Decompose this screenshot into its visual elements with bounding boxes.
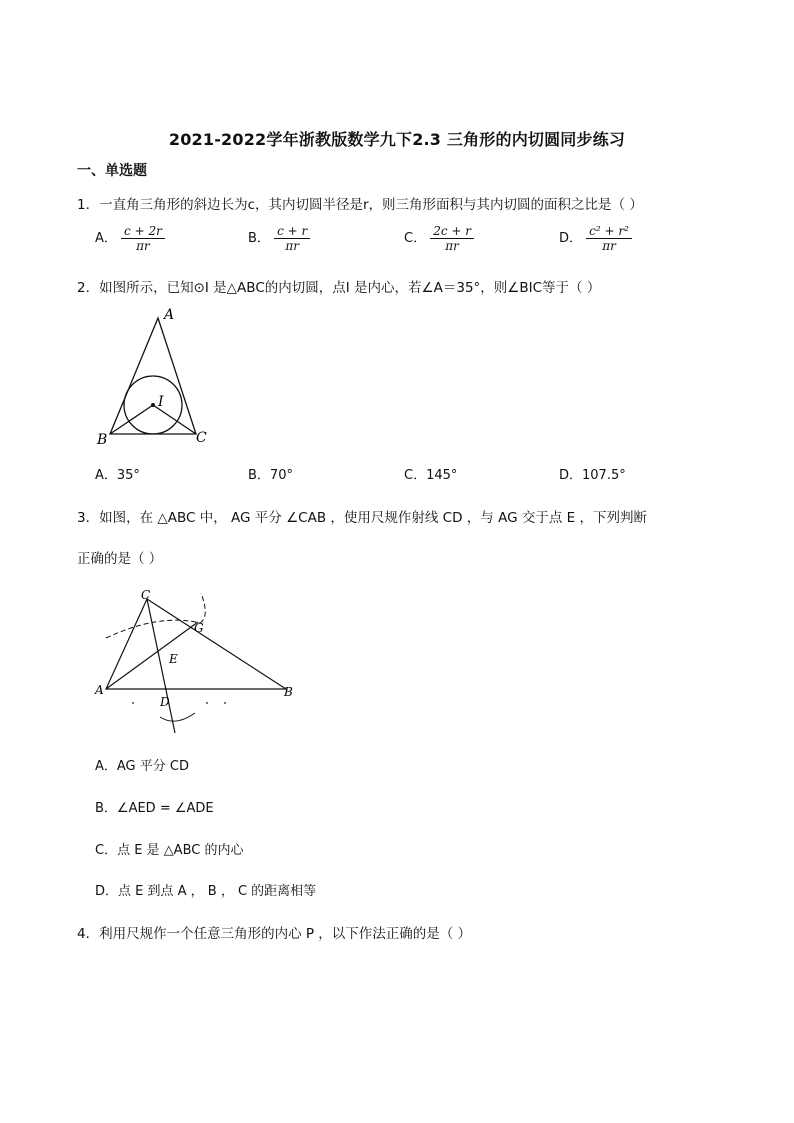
question-3-text-line2: 正确的是（ ） — [77, 551, 163, 567]
label-b: B — [97, 432, 108, 448]
fraction-numerator: c + 2r — [121, 224, 165, 239]
q3-option-a[interactable]: A．AG 平分 CD — [95, 759, 189, 774]
option-label: D． — [559, 231, 583, 246]
q2-option-a[interactable]: A．35° — [95, 468, 140, 483]
fraction-denominator: πr — [445, 239, 459, 253]
q2-option-b[interactable]: B．70° — [248, 468, 293, 483]
label-i: I — [158, 394, 164, 410]
fraction-numerator: 2c + r — [430, 224, 474, 239]
q3-option-b[interactable]: B．∠AED = ∠ADE — [95, 801, 214, 816]
question-2-text: 2．如图所示，已知⊙I 是△ABC的内切圆，点I 是内心，若∠A＝35°，则∠BIC等于（ ） — [77, 280, 601, 296]
q2-option-c[interactable]: C．145° — [404, 468, 458, 483]
option-label: A． — [95, 231, 117, 246]
bisector-ag — [106, 622, 198, 689]
question-1-text: 1．一直角三角形的斜边长为c，其内切圆半径是r，则三角形面积与其内切圆的面积之比是（ ） — [77, 197, 643, 213]
label-b: B — [284, 685, 293, 699]
label-g: G — [194, 621, 204, 635]
option-fraction — [121, 224, 165, 253]
q3-option-d[interactable]: D．点 E 到点 A ， B ， C 的距离相等 — [95, 884, 317, 899]
fraction-denominator: πr — [285, 239, 299, 253]
construction-dot — [206, 702, 208, 704]
q1-option-d[interactable] — [559, 224, 632, 253]
incenter-point — [151, 403, 155, 407]
q2-figure-triangle-incircle — [90, 302, 220, 450]
section-heading: 一、单选题 — [77, 163, 147, 179]
label-e: E — [169, 652, 178, 666]
ray-cd — [147, 599, 175, 733]
option-fraction — [430, 224, 474, 253]
q3-figure-construction — [90, 585, 300, 740]
fraction-denominator: πr — [602, 239, 616, 253]
question-3-text-line1: 3．如图，在 △ABC 中， AG 平分 ∠CAB ，使用尺规作射线 CD ，与 AG 交于点 E ，下列判断 — [77, 510, 647, 526]
construction-arc-right — [200, 593, 205, 623]
q2-option-d[interactable]: D．107.5° — [559, 468, 626, 483]
fraction-numerator: c + r — [274, 224, 310, 239]
label-d: D — [160, 695, 170, 709]
label-c: C — [141, 588, 151, 602]
option-label: C． — [404, 231, 427, 246]
page-title: 2021-2022学年浙教版数学九下2.3 三角形的内切圆同步练习 — [168, 130, 626, 149]
label-a: A — [164, 307, 175, 323]
fraction-denominator: πr — [136, 239, 150, 253]
option-fraction — [586, 224, 632, 253]
question-4-text: 4．利用尺规作一个任意三角形的内心 P ，以下作法正确的是（ ） — [77, 926, 472, 942]
q3-option-c[interactable]: C．点 E 是 △ABC 的内心 — [95, 843, 244, 858]
q1-option-b[interactable] — [248, 224, 310, 253]
q1-option-a[interactable] — [95, 224, 165, 253]
label-c: C — [196, 430, 207, 446]
option-label: B． — [248, 231, 270, 246]
triangle-abc — [106, 599, 286, 689]
label-a: A — [95, 683, 104, 697]
construction-dot — [224, 702, 226, 704]
q1-option-c[interactable] — [404, 224, 474, 253]
option-fraction — [274, 224, 310, 253]
construction-dot — [132, 702, 134, 704]
fraction-numerator: c² + r² — [586, 224, 632, 239]
construction-arc-bottom — [160, 713, 195, 721]
